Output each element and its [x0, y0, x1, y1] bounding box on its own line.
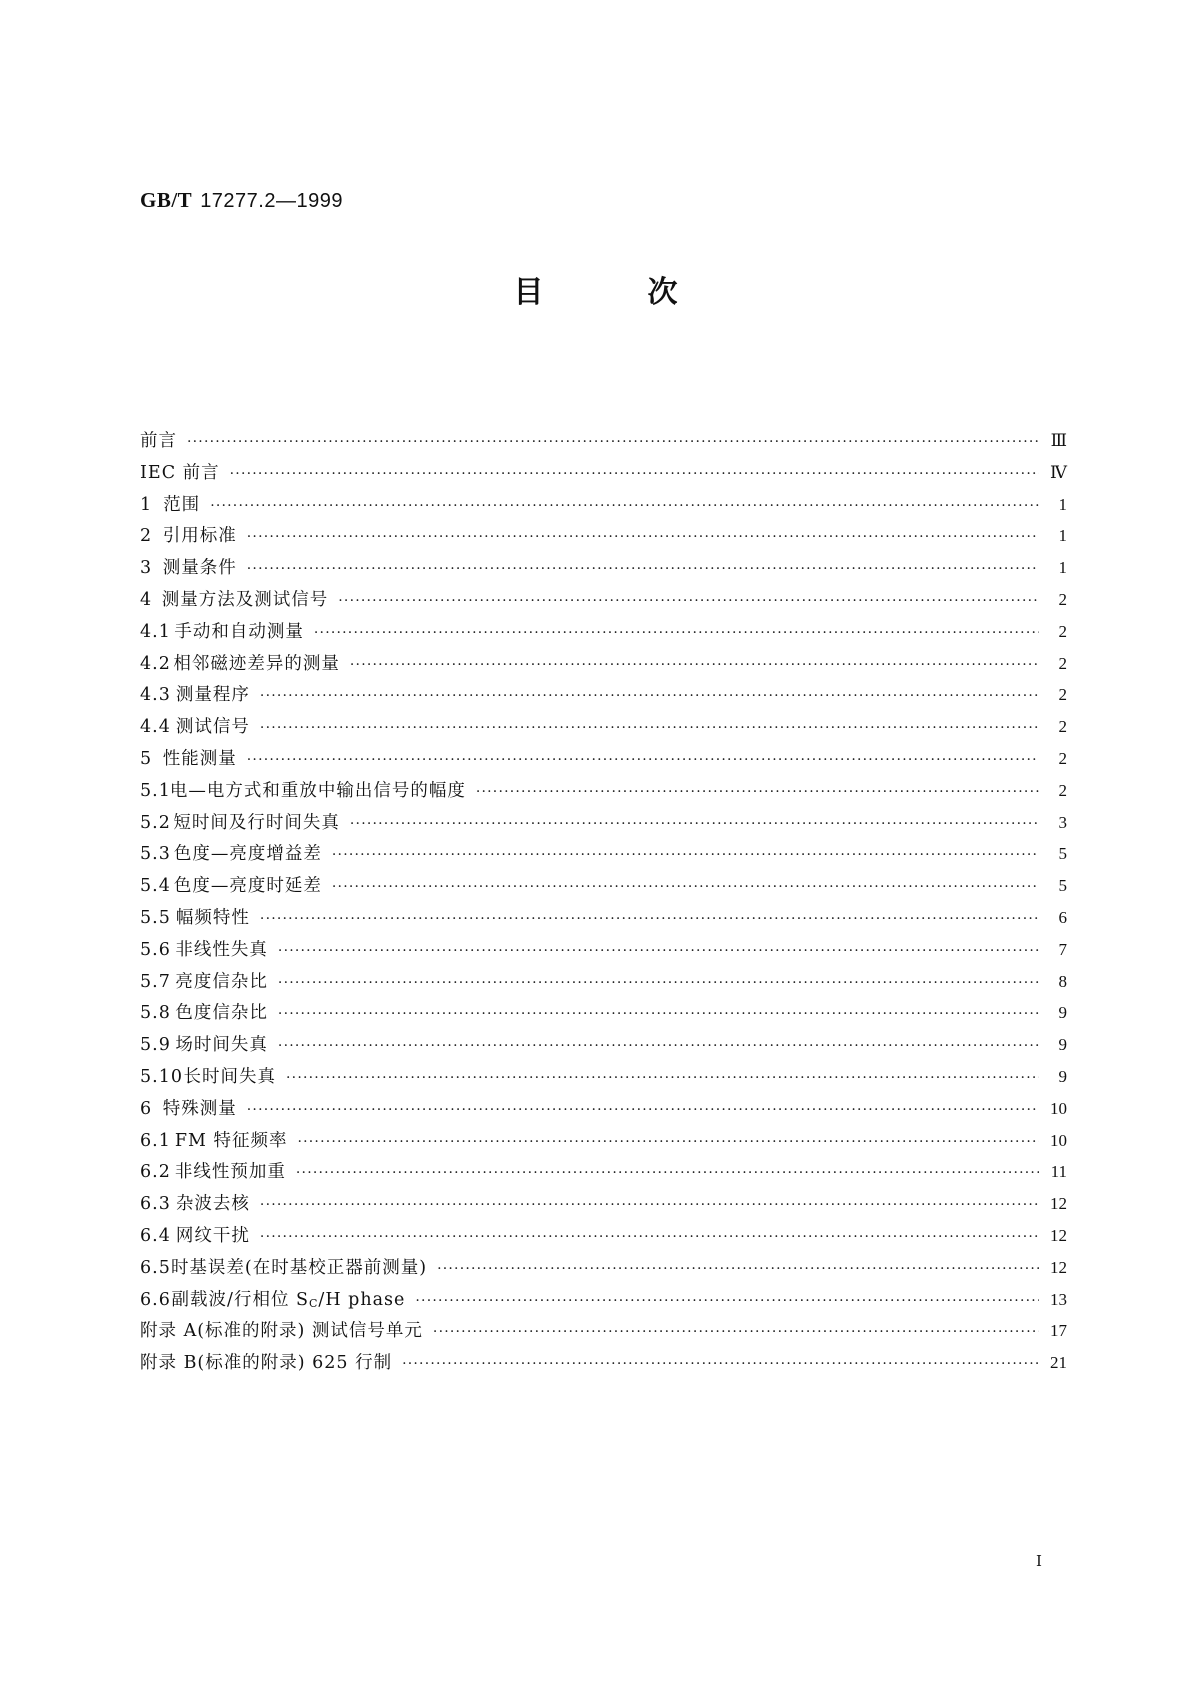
toc-title-char-2: 次 — [647, 275, 678, 310]
toc-entry[interactable] — [140, 711, 1067, 743]
toc-entry-number: 4.2 — [140, 653, 171, 674]
toc-entry[interactable] — [140, 775, 1067, 807]
toc-entry-label: 色度—亮度增益差 — [173, 844, 322, 865]
toc-entry-label: IEC 前言 — [140, 462, 220, 483]
toc-entry-page: 2 — [1058, 717, 1067, 737]
toc-entry-page: 2 — [1058, 780, 1067, 800]
toc-entry[interactable] — [140, 1315, 1067, 1347]
toc-leader-dots — [260, 1222, 1039, 1254]
toc-entry-page: 11 — [1050, 1162, 1067, 1182]
toc-entry-number: 5.8 — [140, 1003, 171, 1024]
toc-entry-number: 5.7 — [140, 971, 171, 992]
toc-entry-number: 5.9 — [140, 1035, 171, 1056]
toc-entry-number: 4.3 — [140, 685, 171, 706]
toc-entry-page: 1 — [1058, 494, 1067, 514]
toc-leader-dots — [210, 491, 1039, 523]
toc-entry-number: 6.1 — [140, 1130, 171, 1151]
toc-entry-page: 10 — [1050, 1098, 1067, 1118]
toc-entry-number: 6.5 — [140, 1257, 171, 1278]
toc-leader-dots — [338, 586, 1039, 618]
toc-entry-page: 8 — [1058, 971, 1067, 991]
toc-entry[interactable] — [140, 552, 1067, 584]
toc-entry-page: 3 — [1058, 812, 1067, 832]
toc-leader-dots — [278, 936, 1039, 968]
toc-entry[interactable] — [140, 1061, 1067, 1093]
toc-leader-dots — [332, 840, 1039, 872]
toc-entry-number: 4.4 — [140, 717, 171, 738]
toc-entry-page: 1 — [1058, 526, 1067, 546]
toc-entry-page: 9 — [1058, 1003, 1067, 1023]
toc-entry-number: 6 — [140, 1098, 153, 1119]
toc-entry-label: 测试信号 — [175, 717, 250, 738]
toc-entry-page: 7 — [1058, 939, 1067, 959]
toc-entry-label: 亮度信杂比 — [175, 971, 268, 992]
toc-entry-number: 6.4 — [140, 1225, 171, 1246]
toc-entry-number: 5.2 — [140, 812, 171, 833]
toc-entry-label: 时基误差(在时基校正器前测量) — [170, 1257, 428, 1278]
toc-entry-number: 6.6 — [140, 1289, 171, 1310]
toc-entry[interactable] — [140, 584, 1067, 616]
toc-leader-dots — [296, 1158, 1039, 1190]
toc-entry-page: 9 — [1058, 1035, 1067, 1055]
toc-entry-page: 9 — [1058, 1066, 1067, 1086]
toc-leader-dots — [247, 745, 1039, 777]
standard-number: 17277.2—1999 — [200, 190, 343, 212]
toc-entry[interactable] — [140, 616, 1067, 648]
toc-entry-number: 5.3 — [140, 844, 171, 865]
toc-entry-label: 长时间失真 — [183, 1066, 277, 1087]
toc-entry[interactable] — [140, 902, 1067, 934]
toc-entry[interactable] — [140, 425, 1067, 457]
toc-entry-number: 4 — [140, 589, 153, 610]
toc-entry-page: 21 — [1050, 1353, 1067, 1373]
toc-entry-label-subscript: C — [309, 1296, 319, 1310]
toc-entry[interactable] — [140, 520, 1067, 552]
toc-entry-page: 2 — [1058, 748, 1067, 768]
toc-entry-page: 2 — [1058, 621, 1067, 641]
toc-entry-label: 相邻磁迹差异的测量 — [173, 653, 340, 674]
toc-entry-page: 1 — [1058, 558, 1067, 578]
toc-leader-dots — [247, 522, 1039, 554]
toc-entry-label: 特殊测量 — [162, 1098, 237, 1119]
toc-entry-page: 13 — [1050, 1289, 1067, 1309]
toc-entry-number: 6.3 — [140, 1194, 171, 1215]
toc-entry-page: 6 — [1058, 907, 1067, 927]
toc-leader-dots — [297, 1127, 1039, 1159]
standard-prefix: GB/T — [140, 188, 193, 212]
toc-entry-label: 场时间失真 — [175, 1035, 268, 1056]
toc-entry-page: 17 — [1050, 1321, 1067, 1341]
toc-entry-number: 2 — [140, 526, 153, 547]
toc-entry[interactable] — [140, 1220, 1067, 1252]
toc-entry-page: 12 — [1050, 1225, 1067, 1245]
toc-entry-label: 测量方法及测试信号 — [161, 589, 329, 610]
toc-entry-label: 非线性预加重 — [174, 1162, 286, 1183]
toc-leader-dots — [278, 1031, 1039, 1063]
toc-entry-page: Ⅲ — [1050, 431, 1067, 450]
toc-entry[interactable] — [140, 743, 1067, 775]
toc-entry-number: 5.5 — [140, 907, 171, 928]
toc-leader-dots — [260, 1190, 1039, 1222]
toc-leader-dots — [260, 713, 1039, 745]
toc-entry-label: 网纹干扰 — [175, 1225, 250, 1246]
toc-entry-label: 短时间及行时间失真 — [173, 812, 340, 833]
toc-leader-dots — [402, 1349, 1039, 1381]
toc-leader-dots — [437, 1254, 1039, 1286]
toc-entry-page: 12 — [1050, 1194, 1067, 1214]
table-of-contents — [140, 425, 1067, 1379]
toc-entry-label-tail: /H phase — [318, 1289, 406, 1310]
toc-entry-label: 附录 B(标准的附录) 625 行制 — [140, 1353, 393, 1374]
toc-entry-label: 非线性失真 — [175, 939, 268, 960]
toc-entry-number: 5.1 — [140, 780, 171, 801]
page-number: I — [1036, 1552, 1042, 1570]
toc-entry[interactable] — [140, 648, 1067, 680]
toc-entry-number: 5.6 — [140, 939, 171, 960]
toc-entry-label: 电—电方式和重放中输出信号的幅度 — [169, 780, 466, 801]
toc-entry[interactable] — [140, 1029, 1067, 1061]
standard-header — [140, 188, 343, 213]
toc-entry-number: 5.10 — [140, 1066, 183, 1087]
toc-entry[interactable] — [140, 1125, 1067, 1157]
toc-entry-label: 色度信杂比 — [175, 1003, 268, 1024]
toc-entry[interactable] — [140, 1188, 1067, 1220]
toc-entry-number: 3 — [140, 558, 153, 579]
toc-leader-dots — [332, 872, 1039, 904]
toc-entry-number: 4.1 — [140, 621, 171, 642]
toc-leader-dots — [350, 650, 1039, 682]
toc-title-char-1: 目 — [513, 275, 544, 310]
toc-entry-number: 1 — [140, 494, 153, 515]
toc-entry-page: Ⅳ — [1050, 462, 1067, 482]
toc-entry-label — [172, 1285, 406, 1320]
toc-entry[interactable] — [140, 838, 1067, 870]
toc-entry[interactable] — [140, 457, 1067, 489]
toc-entry-label: 范围 — [163, 494, 201, 515]
toc-entry-page: 2 — [1058, 685, 1067, 705]
toc-leader-dots — [278, 999, 1039, 1031]
toc-leader-dots — [314, 618, 1039, 650]
toc-entry-label: 引用标准 — [162, 526, 237, 547]
toc-title — [0, 275, 1191, 310]
toc-entry-label: 色度—亮度时延差 — [173, 876, 322, 897]
toc-leader-dots — [247, 554, 1039, 586]
toc-entry[interactable] — [140, 807, 1067, 839]
toc-entry-number: 5.4 — [140, 876, 171, 897]
toc-leader-dots — [476, 777, 1039, 809]
toc-entry-label: 附录 A(标准的附录) 测试信号单元 — [140, 1321, 423, 1342]
toc-leader-dots — [260, 904, 1039, 936]
toc-entry[interactable] — [140, 934, 1067, 966]
toc-entry[interactable] — [140, 870, 1067, 902]
toc-leader-dots — [350, 809, 1039, 841]
toc-entry-label: 测量程序 — [175, 685, 250, 706]
toc-entry-label: 性能测量 — [162, 748, 237, 769]
toc-entry-page: 2 — [1058, 589, 1067, 609]
toc-leader-dots — [187, 427, 1039, 459]
toc-entry-label: FM 特征频率 — [174, 1130, 288, 1151]
toc-entry[interactable] — [140, 1093, 1067, 1125]
toc-entry-page: 12 — [1050, 1257, 1067, 1277]
toc-entry[interactable] — [140, 966, 1067, 998]
toc-entry[interactable] — [140, 489, 1067, 521]
toc-entry-page: 5 — [1058, 876, 1067, 896]
toc-entry[interactable] — [140, 679, 1067, 711]
toc-entry-page: 2 — [1058, 653, 1067, 673]
toc-entry-label: 前言 — [140, 431, 177, 451]
toc-entry-label: 杂波去核 — [175, 1194, 250, 1215]
toc-leader-dots — [230, 459, 1039, 491]
toc-leader-dots — [415, 1286, 1039, 1318]
toc-entry-number: 5 — [140, 748, 153, 769]
toc-entry[interactable] — [140, 997, 1067, 1029]
toc-leader-dots — [260, 681, 1039, 713]
toc-entry[interactable] — [140, 1347, 1067, 1379]
toc-entry[interactable] — [140, 1156, 1067, 1188]
toc-leader-dots — [278, 968, 1039, 1000]
toc-leader-dots — [433, 1317, 1039, 1349]
toc-entry-label-main: 副载波/行相位 S — [171, 1289, 309, 1310]
toc-leader-dots — [247, 1095, 1039, 1127]
toc-entry-label: 手动和自动测量 — [174, 621, 304, 642]
toc-entry-page: 10 — [1050, 1130, 1067, 1150]
toc-entry-page: 5 — [1058, 844, 1067, 864]
toc-entry-label: 测量条件 — [162, 558, 237, 579]
toc-entry[interactable] — [140, 1252, 1067, 1284]
toc-leader-dots — [286, 1063, 1039, 1095]
toc-entry[interactable] — [140, 1284, 1067, 1316]
toc-entry-label: 幅频特性 — [175, 907, 250, 928]
toc-entry-number: 6.2 — [140, 1162, 171, 1183]
